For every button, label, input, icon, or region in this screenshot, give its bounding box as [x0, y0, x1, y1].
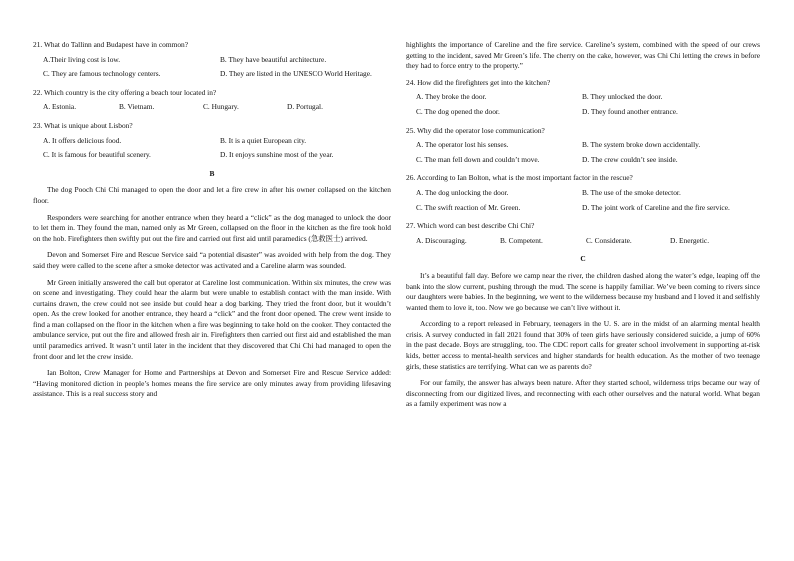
option-24-d: D. They found another entrance. [582, 106, 678, 116]
option-25-a: A. The operator lost his senses. [416, 140, 509, 150]
option-27-c: C. Considerate. [586, 235, 632, 245]
option-25-d: D. The crew couldn’t see inside. [582, 154, 678, 164]
option-27-a: A. Discouraging. [416, 235, 467, 245]
question-25: 25. Why did the operator lose communication? [406, 125, 545, 135]
option-23-a: A. It offers delicious food. [43, 135, 122, 145]
options-23 [43, 136, 391, 165]
question-21: 21. What do Tallinn and Budapest have in common? [33, 40, 188, 49]
passage-c-paragraph: For our family, the answer has always been nature. After they started school, wilderness trips became our way of disconnecting from our digitized lives, and reconnecting with each other ourselves and the natural world. What began as a family experiment was now a [406, 378, 760, 409]
option-24-a: A. They broke the door. [416, 92, 487, 102]
option-25-c: C. The man fell down and couldn’t move. [416, 154, 540, 164]
passage-b-paragraph: Ian Bolton, Crew Manager for Home and Partnerships at Devon and Somerset Fire and Rescue Service added: “Having monitored diction in people’s homes means the fire service are only minutes away from providing lifesaving assistance. This is a real success story and [33, 368, 391, 399]
option-24-b: B. They unlocked the door. [582, 92, 663, 102]
option-25-b: B. The system broke down accidentally. [582, 140, 701, 150]
options-27 [416, 236, 760, 251]
right-column [406, 40, 760, 416]
option-23-c: C. It is famous for beautiful scenery. [43, 150, 151, 160]
option-23-b: B. It is a quiet European city. [220, 135, 307, 145]
option-23-d: D. It enjoys sunshine most of the year. [220, 150, 334, 160]
question-26: 26. According to Ian Bolton, what is the most important factor in the rescue? [406, 173, 633, 183]
section-heading-b: B [209, 168, 215, 178]
option-26-b: B. The use of the smoke detector. [582, 187, 681, 197]
passage-b-paragraph: Devon and Somerset Fire and Rescue Service said “a potential disaster” was avoided with help from the dog. They said they were called to the scene after a smoke detector was activated and a Careline alarm was sounded. [33, 250, 391, 270]
option-26-d: D. The joint work of Careline and the fire service. [582, 202, 730, 212]
option-22-c: C. Hungary. [203, 102, 239, 112]
options-26 [416, 188, 760, 217]
passage-b-paragraph: Responders were searching for another entrance when they heard a “click” as the dog managed to unlock the door to let them in. They found the man, named only as Mr Green, collapsed on the floor in the kitchen as the fire took hold on the hob. Firefighters then swiftly put out the fire and carried out first aid until paramedics (急救医士) arrived. [33, 212, 391, 243]
option-27-d: D. Energetic. [670, 235, 710, 245]
question-24: 24. How did the firefighters get into the kitchen? [406, 77, 551, 87]
options-24 [416, 92, 760, 121]
option-21-b: B. They have beautiful architecture. [220, 54, 327, 64]
options-25 [416, 140, 760, 169]
option-21-a: A.Their living cost is low. [43, 54, 121, 64]
passage-c-paragraph: It’s a beautiful fall day. Before we camp near the river, the children dashed along the water’s edge, leaping off the bank into the slow current, pushing through the mud. The scene is happily familiar. We’ve been coming to rivers since our daughters were babies. In the beginning, we went to the wilderness because my husband and I loved it and selfishly wanted them to love it, too. Now we go because we can’t live without it. [406, 270, 760, 312]
passage-c-paragraph: According to a report released in February, teenagers in the U. S. are in the midst of an alarming mental health crisis. A survey conducted in fall 2021 found that 30% of teen girls have seriously considered suicide, a jump of 60% in the past decade. Boys are struggling, too. The CDC report calls for greater school involvement in supporting at-risk kids, better access to mental-health services and higher standards for health education. As the mother of two teenage girls, these statistics are terrifying. What can we as parents do? [406, 319, 760, 371]
question-27: 27. Which word can best describe Chi Chi? [406, 221, 535, 231]
option-26-c: C. The swift reaction of Mr. Green. [416, 202, 521, 212]
option-22-b: B. Vietnam. [119, 102, 155, 112]
question-22: 22. Which country is the city offering a beach tour located in? [33, 87, 217, 97]
passage-b-continuation: highlights the importance of Careline and the fire service. Careline’s system, combined with the speed of our crews getting to the incident, saved Mr Green’s life. The cherry on the cake, however, was Chi Chi letting the crews in before they had to force entry to the property.” [406, 40, 760, 71]
option-22-d: D. Portugal. [287, 102, 323, 112]
option-27-b: B. Competent. [500, 235, 543, 245]
section-heading-c: C [580, 254, 586, 264]
options-21 [43, 55, 391, 84]
option-21-c: C. They are famous technology centers. [43, 69, 161, 79]
option-21-d: D. They are listed in the UNESCO World Heritage. [220, 69, 372, 79]
options-22 [43, 102, 391, 117]
left-column [33, 40, 391, 406]
option-22-a: A. Estonia. [43, 102, 77, 112]
option-24-c: C. The dog opened the door. [416, 106, 500, 116]
passage-b-paragraph: The dog Pooch Chi Chi managed to open the door and let a fire crew in after his owner collapsed on the kitchen floor. [33, 185, 391, 205]
option-26-a: A. The dog unlocking the door. [416, 187, 509, 197]
passage-b-paragraph: Mr Green initially answered the call but operator at Careline lost communication. Within six minutes, the crew was on scene and investigating. They could hear the alarm but were unable to establish contact with the man inside. With curtains drawn, the crew could not see inside but could hear a dog barking. They tried the front door, but it wouldn’t open. As the crew looked for another entrance, they heard a “click” and the front door opened. The crew went inside to find a man collapsed on the floor in the kitchen when a fire was beginning to take hold on the cooker. They contacted the ambulance service, put out the fire and allowed fresh air in. Firefighters then carried out first aid and established the man until paramedics arrived. It wasn’t until later in the incident that they discovered that Chi Chi had managed to open the front door and let the crew inside. [33, 277, 391, 361]
question-23: 23. What is unique about Lisbon? [33, 120, 133, 130]
